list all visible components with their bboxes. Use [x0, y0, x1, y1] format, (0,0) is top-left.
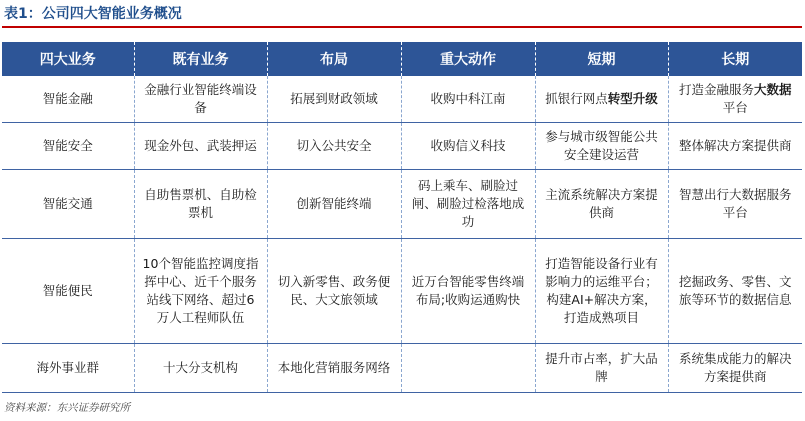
cell-business: 海外事业群 — [2, 344, 134, 393]
cell-layout: 本地化营销服务网络 — [267, 344, 401, 393]
header-short-term: 短期 — [535, 42, 668, 76]
cell-business: 智能交通 — [2, 170, 134, 239]
header-existing: 既有业务 — [134, 42, 267, 76]
long-term-text: 打造金融服务 — [678, 82, 754, 97]
short-term-text: 抓银行网点 — [545, 91, 608, 106]
cell-existing: 现金外包、武装押运 — [134, 123, 267, 170]
cell-short-term — [535, 76, 668, 123]
table-row — [2, 123, 802, 170]
cell-existing: 10个智能监控调度指挥中心、近千个服务站线下网络、超过6万人工程师队伍 — [134, 239, 267, 344]
cell-long-term — [668, 76, 802, 123]
table-row — [2, 344, 802, 393]
cell-action: 收购中科江南 — [401, 76, 535, 123]
short-term-emphasis: 转型升级 — [607, 91, 658, 106]
caption-divider — [2, 26, 802, 28]
header-long-term: 长期 — [668, 42, 802, 76]
cell-existing: 十大分支机构 — [134, 344, 267, 393]
long-term-emphasis: 大数据 — [754, 82, 792, 97]
cell-business: 智能金融 — [2, 76, 134, 123]
cell-business: 智能安全 — [2, 123, 134, 170]
header-layout: 布局 — [267, 42, 401, 76]
cell-long-term: 系统集成能力的解决方案提供商 — [668, 344, 802, 393]
cell-layout: 切入新零售、政务便民、大文旅领域 — [267, 239, 401, 344]
cell-long-term: 挖掘政务、零售、文旅等环节的数据信息 — [668, 239, 802, 344]
cell-action: 近万台智能零售终端布局;收购运通购快 — [401, 239, 535, 344]
cell-layout: 切入公共安全 — [267, 123, 401, 170]
cell-layout: 创新智能终端 — [267, 170, 401, 239]
cell-long-term: 智慧出行大数据服务平台 — [668, 170, 802, 239]
table-row — [2, 170, 802, 239]
cell-short-term: 提升市占率，扩大品牌 — [535, 344, 668, 393]
table-row — [2, 76, 802, 123]
cell-long-term: 整体解决方案提供商 — [668, 123, 802, 170]
long-term-text-tail: 平台 — [722, 100, 748, 115]
cell-layout: 拓展到财政领域 — [267, 76, 401, 123]
cell-short-term: 主流系统解决方案提供商 — [535, 170, 668, 239]
cell-action: 收购信义科技 — [401, 123, 535, 170]
cell-short-term: 参与城市级智能公共安全建设运营 — [535, 123, 668, 170]
cell-existing: 自助售票机、自助检票机 — [134, 170, 267, 239]
table-row — [2, 239, 802, 344]
table-caption: 表1：公司四大智能业务概况 — [4, 6, 182, 22]
business-table — [2, 42, 802, 393]
cell-short-term: 打造智能设备行业有影响力的运维平台；构建AI+解决方案，打造成熟项目 — [535, 239, 668, 344]
cell-action: 码上乘车、刷脸过闸、刷脸过检落地成功 — [401, 170, 535, 239]
table-header-row — [2, 42, 802, 76]
header-business: 四大业务 — [2, 42, 134, 76]
cell-business: 智能便民 — [2, 239, 134, 344]
cell-existing: 金融行业智能终端设备 — [134, 76, 267, 123]
header-action: 重大动作 — [401, 42, 535, 76]
source-note: 资料来源：东兴证券研究所 — [4, 402, 130, 414]
cell-action — [401, 344, 535, 393]
